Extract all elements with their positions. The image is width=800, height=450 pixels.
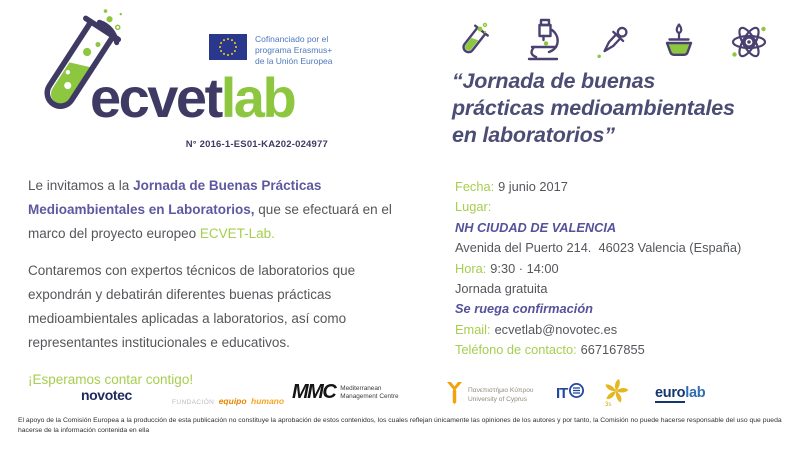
- lab-icons-row: [448, 18, 774, 69]
- eu-funding-text: [255, 34, 333, 67]
- threes-label: 3s: [605, 402, 612, 408]
- event-title-line3: en laboratorios”: [452, 123, 615, 147]
- eurolab-euro: euro: [655, 385, 686, 401]
- microscope-icon: [517, 18, 569, 69]
- partner-logo-university-of-cyprus: [446, 381, 534, 410]
- intro-paragraph-1: [28, 174, 406, 246]
- detail-row-fecha: [455, 177, 741, 197]
- eurolab-lab: lab: [685, 385, 706, 401]
- eu-funding-line1: Cofinanciado por el: [255, 34, 329, 44]
- detail-row-lugar: [455, 197, 741, 217]
- intro-p1-highlight: Jornada de Buenas Prácticas Medioambientales en Laboratorios,: [28, 178, 322, 217]
- lugar-label: Lugar:: [455, 199, 492, 215]
- partner-logo-mmc: [292, 381, 399, 404]
- telefono-label: Teléfono de contacto:: [455, 342, 577, 358]
- free-event-note: Jornada gratuita: [455, 281, 548, 297]
- hora-label: Hora:: [455, 260, 487, 276]
- ucy-emblem-icon: [446, 381, 463, 410]
- ecvetlab-wordmark: [90, 66, 295, 129]
- mmc-name-line1: Mediterranean: [340, 384, 382, 392]
- partner-logo-itc: [556, 382, 585, 404]
- event-title-line1: “Jornada de buenas: [452, 69, 656, 93]
- detail-row-hora: [455, 259, 741, 279]
- ucy-name: [468, 387, 534, 403]
- venue-address: Avenida del Puerto 214. 46023 Valencia (España): [455, 240, 742, 256]
- test-tube-icon: [448, 20, 494, 69]
- eu-funding-line2: programa Erasmus+: [255, 45, 333, 55]
- ucy-name-greek: Πανεπιστήμιο Κύπρου: [468, 387, 534, 395]
- atom-icon: [724, 20, 774, 69]
- eu-funding-block: [209, 34, 333, 67]
- dropper-icon: [592, 20, 634, 69]
- eu-flag-icon: [209, 34, 247, 65]
- feh-prefix: FUNDACIÓN: [172, 399, 215, 406]
- venue-name: NH CIUDAD DE VALENCIA: [455, 219, 617, 235]
- detail-row-email: [455, 320, 741, 340]
- event-title: [452, 68, 735, 149]
- itc-circle-icon: [568, 382, 585, 404]
- wordmark-ecvet: ecvet: [90, 66, 221, 129]
- intro-closing: ¡Esperamos contar contigo!: [28, 372, 194, 387]
- eu-disclaimer: El apoyo de la Comisión Europea a la producción de esta publicación no constituye la aprobación de estos contenidos, los cuales reflejan únicamente las opiniones de los autores y por tanto, la Comisión no puede hacerse responsable del uso que pueda hacerse de la información contenida en ella: [18, 417, 782, 434]
- intro-paragraph-2: Contaremos con expertos técnicos de laboratorios que expondrán y debatirán diferentes buenas prácticas medioambientales aplicadas a laboratorios, así como representantes institucionales e educativos.: [28, 263, 356, 350]
- partner-logo-3s: [603, 378, 631, 408]
- partner-logo-novotec: novotec: [81, 387, 132, 403]
- intro-p1-start: Le invitamos a la: [28, 178, 134, 193]
- burner-icon: [657, 22, 701, 69]
- feh-word2: humano: [251, 396, 285, 406]
- itc-letters: IT: [556, 384, 568, 402]
- email-label: Email:: [455, 321, 491, 337]
- mmc-full-name: [340, 385, 398, 400]
- fecha-label: Fecha:: [455, 179, 495, 194]
- rsvp-note: Se ruega confirmación: [455, 301, 593, 317]
- project-number: N° 2016-1-ES01-KA202-024977: [185, 139, 328, 150]
- mmc-name-line2: Management Centre: [340, 392, 399, 400]
- intro-p1-project: ECVET-Lab.: [199, 226, 275, 241]
- partner-logo-fundacion-equipo-humano: [172, 391, 284, 409]
- eu-funding-line3: de la Unión Europea: [255, 56, 333, 66]
- telefono-value: 667167855: [580, 342, 645, 358]
- partner-logo-eurolab: [655, 385, 705, 403]
- event-details: [455, 177, 741, 361]
- email-value: ecvetlab@novotec.es: [494, 321, 618, 337]
- wordmark-lab: lab: [220, 66, 295, 129]
- ucy-name-english: University of Cyprus: [468, 395, 527, 403]
- detail-row-telefono: [455, 340, 741, 360]
- hora-value: 9:30 · 14:00: [490, 260, 559, 276]
- fecha-value: 9 junio 2017: [498, 179, 568, 194]
- mmc-abbreviation: MMC: [292, 381, 336, 403]
- intro-p1-middle: que se efectuará en el marco del proyecto europeo: [28, 202, 392, 241]
- intro-text: [28, 174, 406, 405]
- event-title-line2: prácticas medioambientales: [452, 96, 735, 120]
- feh-word1: equipo: [218, 396, 247, 406]
